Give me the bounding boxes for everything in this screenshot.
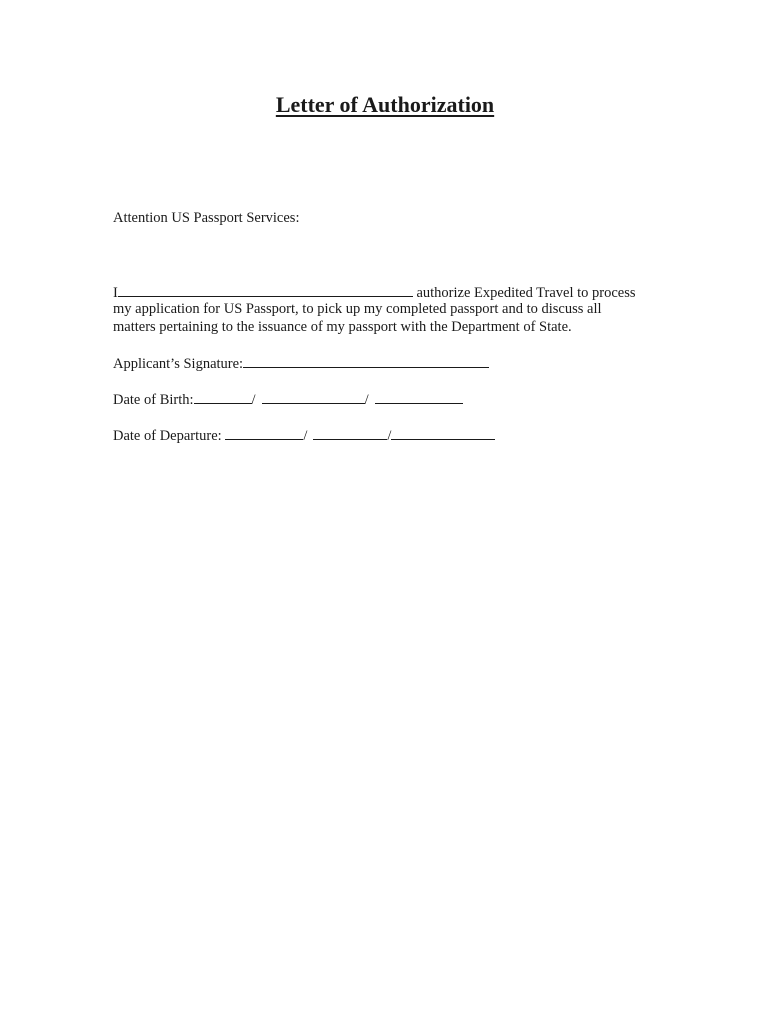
dod-separator-2: / [387, 428, 392, 444]
dob-month-field[interactable] [194, 389, 252, 404]
dod-separator-1: / [303, 428, 308, 444]
authorization-line-2: my application for US Passport, to pick up my completed passport and to discuss all [113, 301, 602, 317]
dod-day-field[interactable] [313, 425, 387, 440]
authorization-line-3: matters pertaining to the issuance of my passport with the Department of State. [113, 319, 572, 335]
authorization-prefix: I [113, 285, 118, 301]
dob-day-field[interactable] [262, 389, 365, 404]
date-of-departure-row [113, 425, 495, 445]
authorization-line-1 [113, 282, 636, 302]
dob-separator-1: / [251, 392, 256, 408]
date-of-birth-label: Date of Birth: [113, 392, 194, 408]
document-title: Letter of Authorization [275, 92, 495, 117]
applicant-name-field[interactable] [118, 282, 413, 297]
signature-row [113, 353, 489, 373]
dod-month-field[interactable] [225, 425, 303, 440]
date-of-birth-row [113, 389, 463, 409]
dob-separator-2: / [364, 392, 369, 408]
authorization-line-1-text: authorize Expedited Travel to process [412, 285, 636, 301]
signature-field[interactable] [243, 353, 489, 368]
dob-year-field[interactable] [375, 389, 463, 404]
date-of-departure-label: Date of Departure: [113, 428, 226, 444]
signature-label: Applicant’s Signature: [113, 356, 244, 372]
dod-year-field[interactable] [391, 425, 495, 440]
attention-line: Attention US Passport Services: [113, 210, 300, 226]
